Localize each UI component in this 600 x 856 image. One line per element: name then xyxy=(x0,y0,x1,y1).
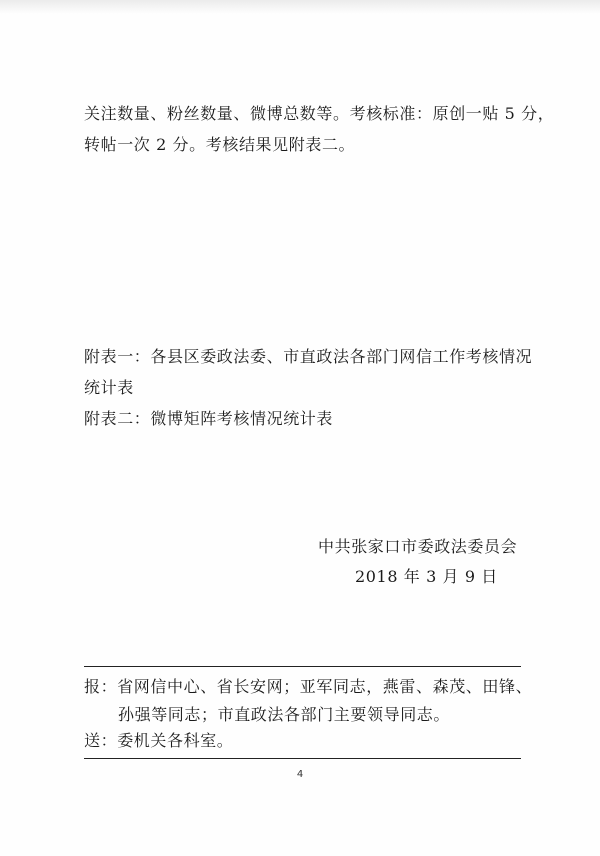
attachment-1-title: 附表一：各县区委政法委、市直政法各部门网信工作考核情况 xyxy=(84,347,533,366)
distribution-bottom-rule xyxy=(84,758,521,759)
distribution-send-to: 送：委机关各科室。 xyxy=(84,731,234,750)
page-number: 4 xyxy=(296,769,304,780)
attachment-1-title-continued: 统计表 xyxy=(84,378,134,397)
issuing-organization: 中共张家口市委政法委员会 xyxy=(318,537,518,556)
distribution-report-to-continued: 孙强等同志；市直政法各部门主要领导同志。 xyxy=(118,705,451,724)
body-text-line: 转帖一次 2 分。考核结果见附表二。 xyxy=(84,135,356,154)
attachment-2-title: 附表二：微博矩阵考核情况统计表 xyxy=(84,409,334,428)
distribution-top-rule xyxy=(84,666,521,667)
issue-date: 2018 年 3 月 9 日 xyxy=(355,567,498,586)
body-text-line: 关注数量、粉丝数量、微博总数等。考核标准：原创一贴 5 分， xyxy=(84,104,555,123)
scan-artifact xyxy=(0,0,600,14)
distribution-report-to: 报：省网信中心、省长安网；亚军同志，燕雷、森茂、田锋、 xyxy=(84,677,533,696)
